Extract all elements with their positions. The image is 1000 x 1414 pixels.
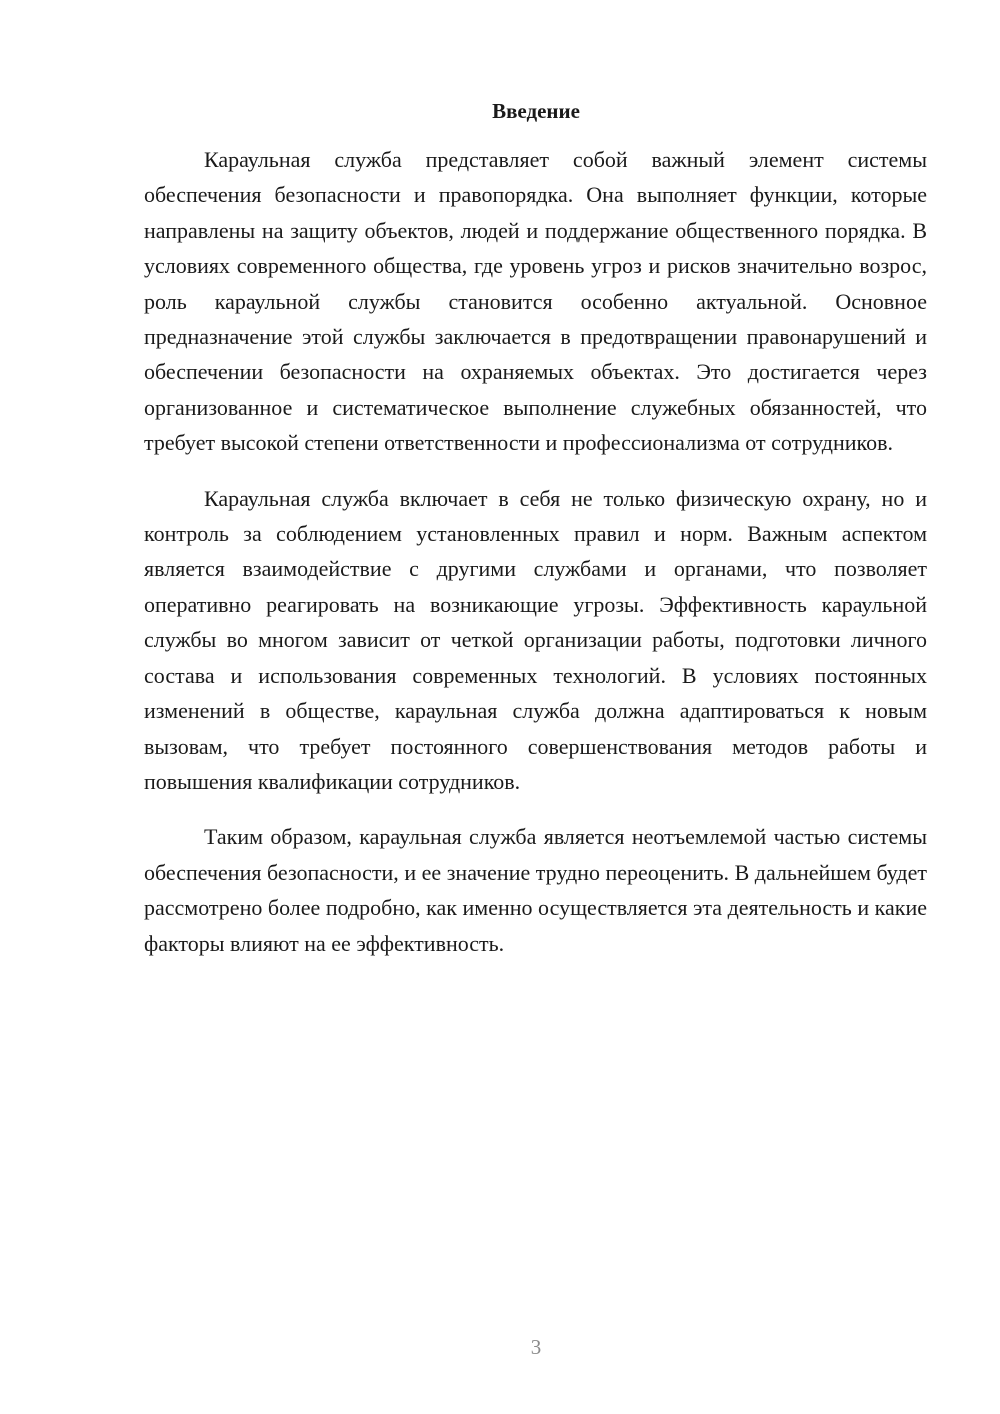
- paragraph-3: Таким образом, караульная служба является неотъемлемой частью системы обеспечения безопасности, и ее значение трудно переоценить. В дальнейшем будет рассмотрено более подробно, как именно осуществляется эта деятельность и какие факторы влияют на ее эффективность.: [144, 824, 927, 956]
- paragraph-2: Караульная служба включает в себя не только физическую охрану, но и контроль за соблюдением установленных правил и норм. Важным аспектом является взаимодействие с другими службами и органами, что позволяет оперативно реагировать на возникающие угрозы. Эффективность караульной службы во многом зависит от четкой организации работы, подготовки личного состава и использования современных технологий. В условиях постоянных изменений в обществе, караульная служба должна адаптироваться к новым вызовам, что требует постоянного совершенствования методов работы и повышения квалификации сотрудников.: [144, 485, 927, 794]
- paragraph-1: Караульная служба представляет собой важный элемент системы обеспечения безопасности и правопорядка. Она выполняет функции, которые направлены на защиту объектов, людей и поддержание общественного порядка. В условиях современного общества, где уровень угроз и рисков значительно возрос, роль караульной службы становится особенно актуальной. Основное предназначение этой службы заключается в предотвращении правонарушений и обеспечении безопасности на охраняемых объектах. Это достигается через организованное и систематическое выполнение служебных обязанностей, что требует высокой степени ответственности и профессионализма от сотрудников.: [144, 147, 927, 456]
- section-title: Введение: [492, 99, 580, 123]
- body-text: [144, 142, 927, 961]
- page-number: 3: [530, 1335, 542, 1359]
